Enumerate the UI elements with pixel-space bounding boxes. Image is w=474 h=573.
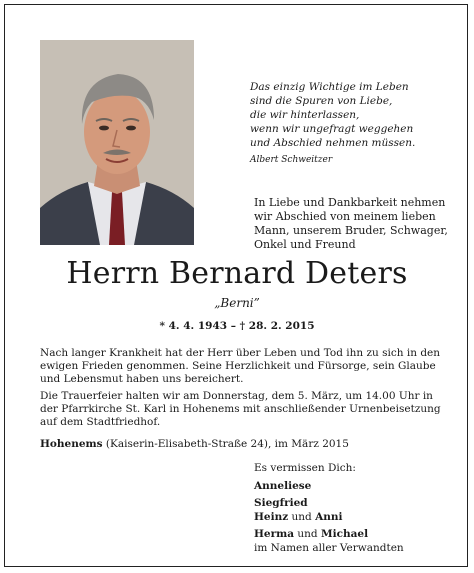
mourner-name: Anneliese bbox=[254, 479, 312, 492]
quote-block bbox=[250, 80, 450, 167]
paragraph-passing: Nach langer Krankheit hat der Herr über Leben und Tod ihn zu sich in den ewigen Frieden genommen. Seine Herzlichkeit und Fürsorge, sein Glaube und Lebensmut haben uns bereichert. bbox=[40, 347, 441, 385]
intro-line: Mann, unserem Bruder, Schwager, bbox=[254, 224, 448, 237]
place-detail: (Kaiserin-Elisabeth-Straße 24), im März 2015 bbox=[102, 438, 349, 450]
quote-line: sind die Spuren von Liebe, bbox=[250, 95, 393, 107]
mourner-conjunction: und bbox=[294, 528, 321, 540]
place-and-date bbox=[40, 438, 460, 451]
mourner-name: Herma bbox=[254, 528, 295, 540]
mourner-name: Anni bbox=[315, 510, 343, 523]
intro-line: Onkel und Freund bbox=[254, 238, 356, 251]
deceased-name: Herrn Bernard Deters bbox=[66, 256, 408, 291]
quote-line: die wir hinterlassen, bbox=[250, 109, 360, 121]
quote-line: wenn wir ungefragt weggehen bbox=[250, 123, 414, 135]
intro-line: In Liebe und Dankbarkeit nehmen bbox=[254, 196, 446, 209]
paragraph-funeral: Die Trauerfeier halten wir am Donnerstag, dem 5. März, um 14.00 Uhr in der Pfarrkirche St. Karl in Hohenems mit anschließender Urnenbeisetzung auf dem Stadtfriedhof. bbox=[40, 390, 441, 428]
place-name: Hohenems bbox=[40, 438, 103, 450]
mourners-heading: Es vermissen Dich: bbox=[254, 462, 356, 474]
mourners-list bbox=[254, 462, 469, 555]
mourner-name: Michael bbox=[320, 528, 369, 540]
mourner-name: Heinz bbox=[254, 510, 289, 523]
mourner-name: Siegfried bbox=[254, 497, 308, 509]
deceased-nickname: „Berni” bbox=[214, 296, 260, 310]
intro-line: wir Abschied von meinem lieben bbox=[254, 210, 436, 223]
mourners-closing: im Namen aller Verwandten bbox=[254, 541, 404, 554]
mourner-conjunction: und bbox=[288, 510, 316, 523]
intro-text bbox=[254, 196, 464, 252]
portrait-photo bbox=[40, 40, 194, 245]
quote-line: und Abschied nehmen müssen. bbox=[250, 137, 416, 149]
life-dates: * 4. 4. 1943 – † 28. 2. 2015 bbox=[159, 320, 315, 332]
quote-author: Albert Schweitzer bbox=[250, 155, 333, 165]
quote-line: Das einzig Wichtige im Leben bbox=[250, 81, 409, 93]
